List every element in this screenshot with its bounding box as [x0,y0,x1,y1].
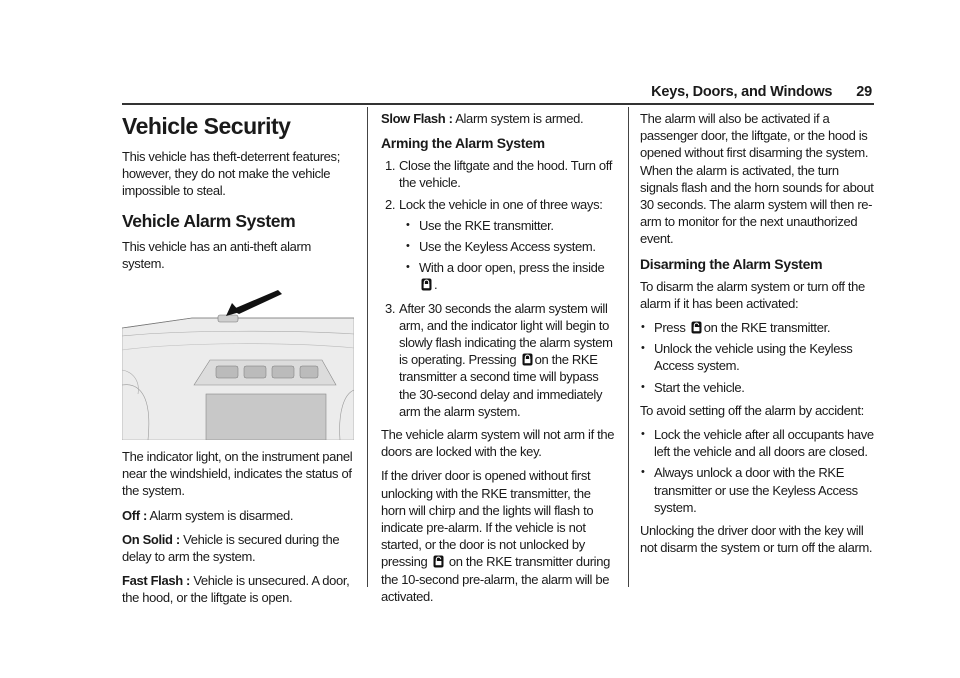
column-3 [640,110,874,563]
dashboard-indicator-illustration [122,290,354,440]
state-off: Off : Alarm system is disarmed. [122,507,294,523]
avoid-tip-unlock: • Always unlock a door with the RKE transmitter or use the Keyless Access system. [641,465,858,515]
arming-heading: Arming the Alarm System [381,135,545,152]
avoid-tips [640,426,874,516]
lock-method-rke: • Use the RKE transmitter. [406,217,554,233]
column-2 [381,110,617,612]
arming-step-1: 1. Close the liftgate and the hood. Turn off the vehicle. [385,158,613,191]
avoid-intro: To avoid setting off the alarm by accident: [640,402,864,418]
disarm-method-rke: • Press on the RKE transmitter. [641,320,831,336]
key-lock-note: The vehicle alarm system will not arm if the doors are locked with the key. [381,427,615,460]
security-intro: This vehicle has theft-deterrent features; however, they do not make the vehicle impossible to steal. [122,149,340,199]
lock-icon [421,278,432,291]
state-slow-flash: Slow Flash : Alarm system is armed. [381,111,584,126]
alarm-intro: This vehicle has an anti-theft alarm system. [122,238,311,271]
page-title: Vehicle Security [122,113,291,139]
alarm-heading: Vehicle Alarm System [122,210,296,231]
column-divider-1 [367,107,368,587]
disarm-method-start: • Start the vehicle. [641,379,745,395]
lock-methods [405,217,617,294]
column-1 [122,110,355,614]
section-title: Keys, Doors, and Windows [651,84,833,100]
lock-icon [522,353,533,366]
disarm-methods [640,319,874,396]
indicator-description: The indicator light, on the instrument panel near the windshield, indicates the status of the system. [122,449,353,499]
state-fast-flash: Fast Flash : Vehicle is unsecured. A door, the hood, or the liftgate is open. [122,573,350,606]
disarm-method-keyless: • Unlock the vehicle using the Keyless Access system. [641,341,853,374]
closing-note: Unlocking the driver door with the key will not disarm the system or turn off the alarm. [640,523,873,556]
header-rule [122,103,874,105]
page-number: 29 [856,84,872,100]
disarming-heading: Disarming the Alarm System [640,255,823,272]
lock-method-keyless: • Use the Keyless Access system. [406,239,596,255]
disarm-intro: To disarm the alarm system or turn off the alarm if it has been activated: [640,278,865,311]
page-header [640,84,872,100]
pre-alarm-note: If the driver door is opened without first unlocking with the RKE transmitter, the horn will chirp and the lights will flash to indicate pre-alarm. If the vehicle is not started, or the door is not unlocked by pressing on the RKE transmitter during the 10-second pre-alarm, the alarm will be activated. [381,468,610,604]
state-on-solid: On Solid : Vehicle is secured during the delay to arm the system. [122,531,340,565]
arming-step-3: 3. After 30 seconds the alarm system will arm, and the indicator light will begin to slowly flash indicating the alarm system is operating. Pressing on the RKE transmitter a second time will bypass the 30-second delay and immediately arm the alarm system. [385,300,613,419]
unlock-icon [433,555,444,568]
arming-step-2: 2. Lock the vehicle in one of three ways: • Use the RKE transmitter. • Use the Keyless Access system. • With a door open, press the inside . [381,196,617,294]
unlock-icon [691,321,702,334]
arming-steps [381,157,617,420]
avoid-tip-lock: • Lock the vehicle after all occupants have left the vehicle and all doors are closed. [641,427,874,460]
alarm-activation-text: The alarm will also be activated if a passenger door, the liftgate, or the hood is opened without first disarming the system. When the alarm is activated, the turn signals flash and the horn sounds for about 30 seconds. The alarm system will then re-arm to monitor for the next unauthorized event. [640,111,874,247]
lock-method-inside: • With a door open, press the inside . [406,260,605,293]
column-divider-2 [628,107,629,587]
